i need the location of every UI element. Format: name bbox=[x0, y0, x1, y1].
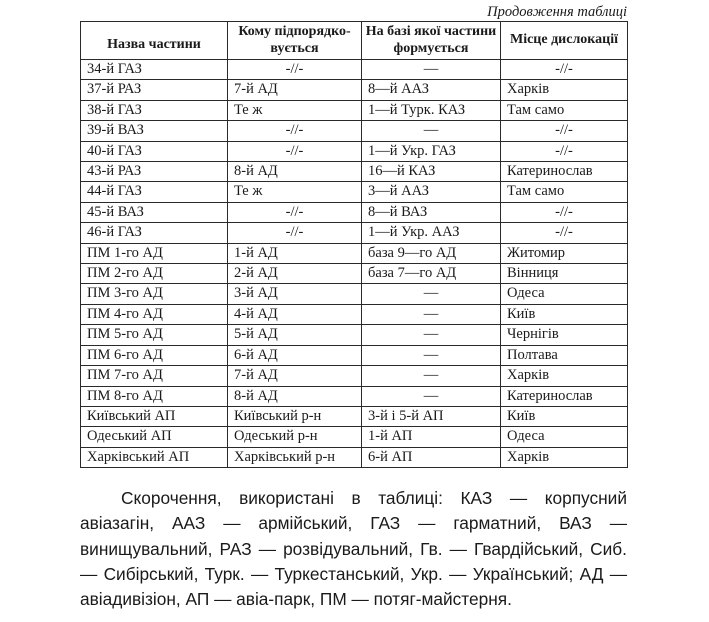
cell-location: -//- bbox=[501, 60, 628, 80]
table-header-row bbox=[81, 22, 628, 60]
cell-location: Київ bbox=[501, 304, 628, 324]
cell-location: Катеринослав bbox=[501, 162, 628, 182]
table-body bbox=[81, 60, 628, 468]
cell-formation-base: 3-й і 5-й АП bbox=[362, 406, 501, 426]
cell-unit-name: ПМ 8-го АД bbox=[81, 386, 228, 406]
table-row bbox=[81, 325, 628, 345]
table-row bbox=[81, 182, 628, 202]
table-row bbox=[81, 366, 628, 386]
cell-subordination: 8-й АД bbox=[228, 386, 362, 406]
header-unit-name: Назва частини bbox=[81, 22, 228, 60]
cell-unit-name: 44-й ГАЗ bbox=[81, 182, 228, 202]
cell-subordination: -//- bbox=[228, 202, 362, 222]
table-row bbox=[81, 386, 628, 406]
cell-formation-base: — bbox=[362, 60, 501, 80]
table-row bbox=[81, 284, 628, 304]
cell-location: Чернігів bbox=[501, 325, 628, 345]
cell-formation-base: 1-й АП bbox=[362, 427, 501, 447]
cell-location: Одеса bbox=[501, 427, 628, 447]
cell-unit-name: 39-й ВАЗ bbox=[81, 121, 228, 141]
cell-location: Київ bbox=[501, 406, 628, 426]
cell-unit-name: 40-й ГАЗ bbox=[81, 141, 228, 161]
cell-unit-name: 46-й ГАЗ bbox=[81, 223, 228, 243]
cell-subordination: -//- bbox=[228, 141, 362, 161]
cell-unit-name: ПМ 6-го АД bbox=[81, 345, 228, 365]
cell-subordination: Одеський р-н bbox=[228, 427, 362, 447]
cell-unit-name: Одеський АП bbox=[81, 427, 228, 447]
cell-unit-name: ПМ 2-го АД bbox=[81, 264, 228, 284]
cell-unit-name: 45-й ВАЗ bbox=[81, 202, 228, 222]
table-row bbox=[81, 162, 628, 182]
cell-unit-name: 43-й РАЗ bbox=[81, 162, 228, 182]
cell-subordination: 7-й АД bbox=[228, 80, 362, 100]
cell-subordination: 5-й АД bbox=[228, 325, 362, 345]
table-continuation-label: Продовження таблиці bbox=[487, 4, 627, 20]
cell-location: Там само bbox=[501, 100, 628, 120]
header-formation-base: На базі якої частини формується bbox=[362, 22, 501, 60]
cell-unit-name: ПМ 7-го АД bbox=[81, 366, 228, 386]
cell-formation-base: 6-й АП bbox=[362, 447, 501, 467]
cell-subordination: 8-й АД bbox=[228, 162, 362, 182]
cell-subordination: Те ж bbox=[228, 182, 362, 202]
cell-formation-base: — bbox=[362, 345, 501, 365]
cell-unit-name: ПМ 1-го АД bbox=[81, 243, 228, 263]
cell-location: Там само bbox=[501, 182, 628, 202]
cell-location: Харків bbox=[501, 80, 628, 100]
cell-formation-base: 8—й ВАЗ bbox=[362, 202, 501, 222]
cell-subordination: 7-й АД bbox=[228, 366, 362, 386]
table-row bbox=[81, 141, 628, 161]
abbreviations-text: Скорочення, використані в таблиці: КАЗ — корпусний авіазагін, ААЗ — армійський, ГАЗ — гарматний, ВАЗ — винищувальний, РАЗ — розвідувальний, Гв. — Гвардійський, Сиб. — Сибірський, Турк. — Туркестанський, Укр. — Український; АД — авіадивізіон, АП — авіа-парк, ПМ — потяг-майстерня. bbox=[80, 488, 627, 610]
cell-subordination: Харківський р-н bbox=[228, 447, 362, 467]
cell-unit-name: ПМ 4-го АД bbox=[81, 304, 228, 324]
cell-subordination: 3-й АД bbox=[228, 284, 362, 304]
cell-formation-base: — bbox=[362, 366, 501, 386]
table-row bbox=[81, 100, 628, 120]
cell-formation-base: — bbox=[362, 121, 501, 141]
cell-unit-name: 37-й РАЗ bbox=[81, 80, 228, 100]
table-row bbox=[81, 60, 628, 80]
cell-formation-base: 1—й Укр. ГАЗ bbox=[362, 141, 501, 161]
table-row bbox=[81, 80, 628, 100]
cell-location: -//- bbox=[501, 223, 628, 243]
cell-formation-base: — bbox=[362, 386, 501, 406]
table-row bbox=[81, 427, 628, 447]
cell-formation-base: база 7—го АД bbox=[362, 264, 501, 284]
table-row bbox=[81, 264, 628, 284]
table-row bbox=[81, 304, 628, 324]
cell-subordination: -//- bbox=[228, 60, 362, 80]
header-subordination: Кому підпорядко-вується bbox=[228, 22, 362, 60]
cell-unit-name: Харківський АП bbox=[81, 447, 228, 467]
table-row bbox=[81, 121, 628, 141]
table-row bbox=[81, 202, 628, 222]
cell-location: Вінниця bbox=[501, 264, 628, 284]
cell-unit-name: Київський АП bbox=[81, 406, 228, 426]
cell-location: Харків bbox=[501, 447, 628, 467]
cell-subordination: -//- bbox=[228, 121, 362, 141]
cell-subordination: 1-й АД bbox=[228, 243, 362, 263]
cell-formation-base: 3—й ААЗ bbox=[362, 182, 501, 202]
table-row bbox=[81, 223, 628, 243]
table-row bbox=[81, 243, 628, 263]
cell-subordination: 2-й АД bbox=[228, 264, 362, 284]
cell-unit-name: 38-й ГАЗ bbox=[81, 100, 228, 120]
cell-formation-base: 8—й ААЗ bbox=[362, 80, 501, 100]
cell-location: Катеринослав bbox=[501, 386, 628, 406]
cell-subordination: Київський р-н bbox=[228, 406, 362, 426]
cell-location: -//- bbox=[501, 121, 628, 141]
table-row bbox=[81, 406, 628, 426]
cell-unit-name: ПМ 5-го АД bbox=[81, 325, 228, 345]
cell-formation-base: — bbox=[362, 325, 501, 345]
cell-formation-base: 16—й КАЗ bbox=[362, 162, 501, 182]
cell-location: Полтава bbox=[501, 345, 628, 365]
cell-subordination: -//- bbox=[228, 223, 362, 243]
cell-unit-name: 34-й ГАЗ bbox=[81, 60, 228, 80]
cell-location: Житомир bbox=[501, 243, 628, 263]
cell-location: Харків bbox=[501, 366, 628, 386]
cell-formation-base: — bbox=[362, 284, 501, 304]
cell-subordination: Те ж bbox=[228, 100, 362, 120]
cell-location: -//- bbox=[501, 141, 628, 161]
units-table bbox=[80, 21, 628, 468]
cell-formation-base: база 9—го АД bbox=[362, 243, 501, 263]
cell-subordination: 6-й АД bbox=[228, 345, 362, 365]
cell-formation-base: — bbox=[362, 304, 501, 324]
abbreviations-note bbox=[80, 486, 627, 612]
table-row bbox=[81, 447, 628, 467]
cell-location: Одеса bbox=[501, 284, 628, 304]
cell-formation-base: 1—й Укр. ААЗ bbox=[362, 223, 501, 243]
cell-subordination: 4-й АД bbox=[228, 304, 362, 324]
cell-formation-base: 1—й Турк. КАЗ bbox=[362, 100, 501, 120]
cell-location: -//- bbox=[501, 202, 628, 222]
header-location: Місце дислокації bbox=[501, 22, 628, 60]
table-row bbox=[81, 345, 628, 365]
cell-unit-name: ПМ 3-го АД bbox=[81, 284, 228, 304]
